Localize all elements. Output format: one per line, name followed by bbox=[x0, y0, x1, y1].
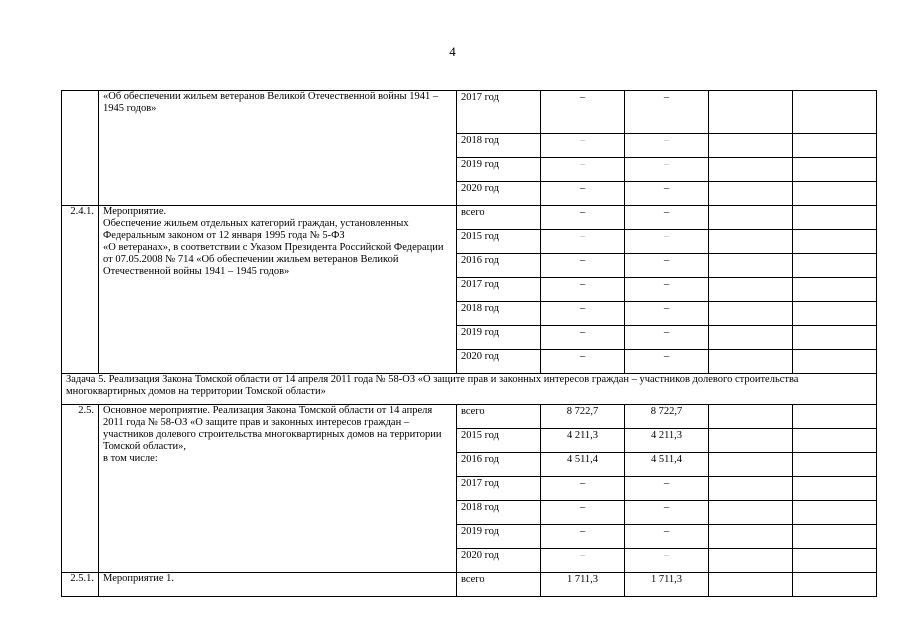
item-description: Мероприятие. Обеспечение жильем отдельных категорий граждан, установленных Федеральным законом от 12 января 1995 года № 5-ФЗ «О ветеранах», в соответствии с Указом Президента Российской Федерации от 07.05.2008 № 714 «Об обеспечении жильем ветеранов Великой Отечественной войны 1941 – 1945 годов» bbox=[99, 206, 457, 374]
value-total: – bbox=[541, 230, 625, 254]
value-total: – bbox=[541, 549, 625, 573]
value-regional: – bbox=[625, 326, 709, 350]
item-description: Мероприятие 1. bbox=[99, 573, 457, 597]
empty-cell bbox=[793, 573, 877, 597]
value-total: – bbox=[541, 91, 625, 134]
value-total: – bbox=[541, 206, 625, 230]
empty-cell bbox=[793, 182, 877, 206]
empty-cell bbox=[709, 91, 793, 134]
task-row bbox=[62, 374, 877, 405]
value-total: – bbox=[541, 182, 625, 206]
period-cell: 2017 год bbox=[457, 278, 541, 302]
period-cell: 2015 год bbox=[457, 230, 541, 254]
value-total: 4 211,3 bbox=[541, 429, 625, 453]
value-total: – bbox=[541, 525, 625, 549]
period-cell: всего bbox=[457, 573, 541, 597]
value-regional: – bbox=[625, 134, 709, 158]
period-cell: 2018 год bbox=[457, 501, 541, 525]
empty-cell bbox=[793, 158, 877, 182]
empty-cell bbox=[709, 501, 793, 525]
period-cell: 2016 год bbox=[457, 254, 541, 278]
period-cell: 2017 год bbox=[457, 91, 541, 134]
value-total: – bbox=[541, 134, 625, 158]
empty-cell bbox=[709, 429, 793, 453]
period-cell: всего bbox=[457, 405, 541, 429]
period-cell: всего bbox=[457, 206, 541, 230]
empty-cell bbox=[793, 134, 877, 158]
program-table bbox=[61, 90, 877, 597]
value-regional: – bbox=[625, 230, 709, 254]
value-total: – bbox=[541, 302, 625, 326]
value-total: – bbox=[541, 278, 625, 302]
empty-cell bbox=[793, 501, 877, 525]
empty-cell bbox=[793, 525, 877, 549]
empty-cell bbox=[793, 429, 877, 453]
empty-cell bbox=[793, 91, 877, 134]
empty-cell bbox=[709, 549, 793, 573]
item-number: 2.5.1. bbox=[62, 573, 99, 597]
empty-cell bbox=[793, 230, 877, 254]
empty-cell bbox=[709, 158, 793, 182]
value-total: – bbox=[541, 326, 625, 350]
period-cell: 2019 год bbox=[457, 158, 541, 182]
value-regional: – bbox=[625, 549, 709, 573]
value-regional: – bbox=[625, 182, 709, 206]
empty-cell bbox=[793, 302, 877, 326]
value-total: – bbox=[541, 477, 625, 501]
period-cell: 2018 год bbox=[457, 134, 541, 158]
value-regional: – bbox=[625, 254, 709, 278]
item-description: «Об обеспечении жильем ветеранов Великой Отечественной войны 1941 – 1945 годов» bbox=[99, 91, 457, 206]
value-regional: – bbox=[625, 278, 709, 302]
empty-cell bbox=[709, 525, 793, 549]
value-regional: 8 722,7 bbox=[625, 405, 709, 429]
empty-cell bbox=[793, 549, 877, 573]
period-cell: 2018 год bbox=[457, 302, 541, 326]
value-regional: 1 711,3 bbox=[625, 573, 709, 597]
task-heading: Задача 5. Реализация Закона Томской области от 14 апреля 2011 года № 58-ОЗ «О защите прав и законных интересов граждан – участников долевого строительства многоквартирных домов на территории Томской области» bbox=[62, 374, 877, 405]
empty-cell bbox=[709, 453, 793, 477]
value-total: – bbox=[541, 254, 625, 278]
empty-cell bbox=[709, 278, 793, 302]
empty-cell bbox=[709, 206, 793, 230]
item-number: 2.4.1. bbox=[62, 206, 99, 374]
empty-cell bbox=[709, 477, 793, 501]
value-regional: 4 511,4 bbox=[625, 453, 709, 477]
value-regional: 4 211,3 bbox=[625, 429, 709, 453]
table-row bbox=[62, 206, 877, 230]
value-total: – bbox=[541, 350, 625, 374]
item-number: 2.5. bbox=[62, 405, 99, 573]
empty-cell bbox=[709, 254, 793, 278]
empty-cell bbox=[709, 573, 793, 597]
empty-cell bbox=[709, 350, 793, 374]
value-regional: – bbox=[625, 302, 709, 326]
page-number: 4 bbox=[449, 44, 456, 59]
period-cell: 2019 год bbox=[457, 525, 541, 549]
period-cell: 2020 год bbox=[457, 350, 541, 374]
empty-cell bbox=[793, 254, 877, 278]
period-cell: 2020 год bbox=[457, 549, 541, 573]
item-number bbox=[62, 91, 99, 206]
value-total: – bbox=[541, 501, 625, 525]
value-regional: – bbox=[625, 91, 709, 134]
empty-cell bbox=[709, 134, 793, 158]
table-row bbox=[62, 573, 877, 597]
value-regional: – bbox=[625, 501, 709, 525]
period-cell: 2016 год bbox=[457, 453, 541, 477]
empty-cell bbox=[709, 326, 793, 350]
empty-cell bbox=[793, 278, 877, 302]
period-cell: 2017 год bbox=[457, 477, 541, 501]
table-row bbox=[62, 91, 877, 134]
empty-cell bbox=[793, 326, 877, 350]
empty-cell bbox=[709, 302, 793, 326]
period-cell: 2020 год bbox=[457, 182, 541, 206]
empty-cell bbox=[793, 405, 877, 429]
empty-cell bbox=[793, 206, 877, 230]
value-regional: – bbox=[625, 525, 709, 549]
value-total: 4 511,4 bbox=[541, 453, 625, 477]
empty-cell bbox=[793, 453, 877, 477]
value-regional: – bbox=[625, 350, 709, 374]
value-regional: – bbox=[625, 206, 709, 230]
empty-cell bbox=[709, 230, 793, 254]
empty-cell bbox=[793, 477, 877, 501]
item-description: Основное мероприятие. Реализация Закона Томской области от 14 апреля 2011 года № 58-ОЗ «О защите прав и законных интересов граждан – участников долевого строительства многоквартирных домов на территории Томской области», в том числе: bbox=[99, 405, 457, 573]
period-cell: 2019 год bbox=[457, 326, 541, 350]
empty-cell bbox=[793, 350, 877, 374]
table-row bbox=[62, 405, 877, 429]
value-regional: – bbox=[625, 158, 709, 182]
value-total: – bbox=[541, 158, 625, 182]
period-cell: 2015 год bbox=[457, 429, 541, 453]
value-total: 8 722,7 bbox=[541, 405, 625, 429]
value-regional: – bbox=[625, 477, 709, 501]
empty-cell bbox=[709, 405, 793, 429]
empty-cell bbox=[709, 182, 793, 206]
value-total: 1 711,3 bbox=[541, 573, 625, 597]
